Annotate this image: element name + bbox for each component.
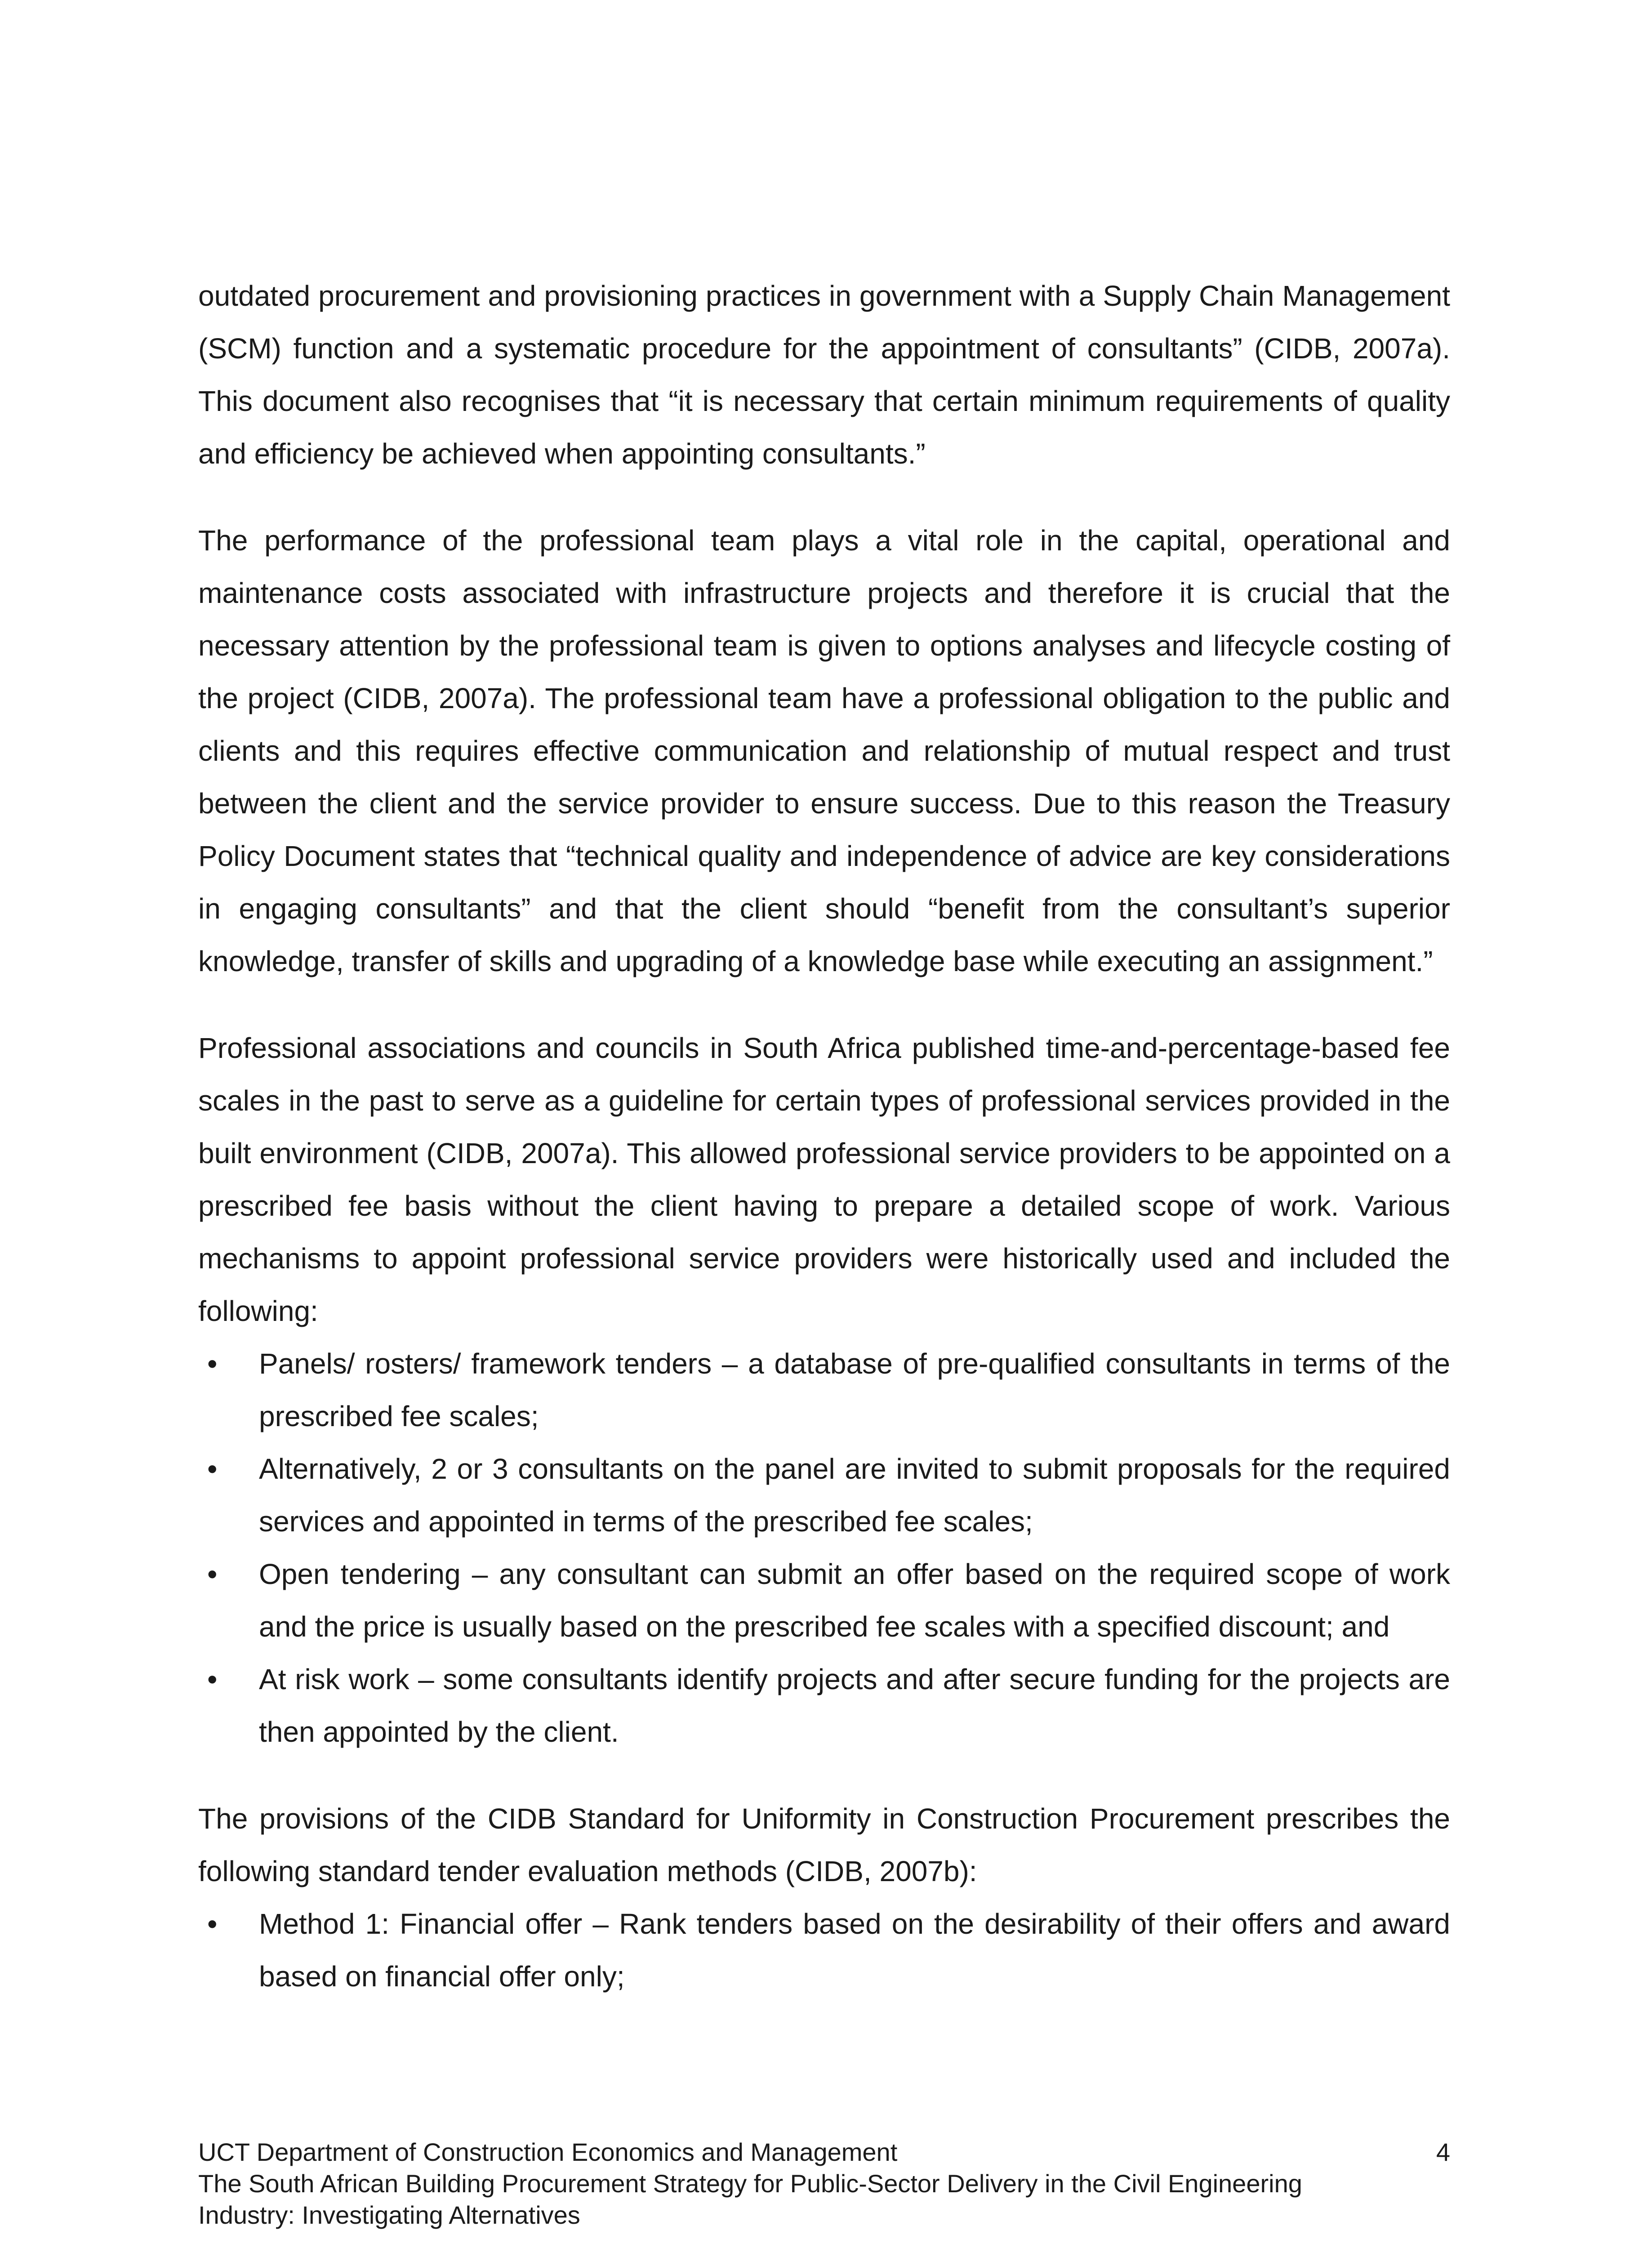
list-item-text: At risk work – some consultants identify projects and after secure funding for the projects are then appointed by the client. <box>259 1663 1450 1748</box>
paragraph-2: The performance of the professional team plays a vital role in the capital, operational and maintenance costs associated with infrastructure projects and therefore it is crucial that the necessary attention by the professional team is given to options analyses and lifecycle costing of the project (CIDB, 2007a). The professional team have a professional obligation to the public and clients and this requires effective communication and relationship of mutual respect and trust between the client and the service provider to ensure success. Due to this reason the Treasury Policy Document states that “technical quality and independence of advice are key considerations in engaging consultants” and that the client should “benefit from the consultant’s superior knowledge, transfer of skills and upgrading of a knowledge base while executing an assignment.” <box>198 524 1450 977</box>
list-item-text: Method 1: Financial offer – Rank tenders based on the desirability of their offers and award based on financial offer only; <box>259 1908 1450 1993</box>
footer-title-line-2: Industry: Investigating Alternatives <box>198 2201 580 2229</box>
list-item <box>198 1898 1450 2003</box>
page-body <box>198 270 1450 2003</box>
bullet-icon: • <box>207 1453 218 1485</box>
list-item <box>198 1338 1450 1443</box>
footer-department: UCT Department of Construction Economics and Management <box>198 2138 898 2166</box>
list-item <box>198 1653 1450 1758</box>
list-item-text: Alternatively, 2 or 3 consultants on the panel are invited to submit proposals for the required services and appointed in terms of the prescribed fee scales; <box>259 1453 1450 1538</box>
list-item <box>198 1443 1450 1548</box>
paragraph-3: Professional associations and councils in South Africa published time-and-percentage-based fee scales in the past to serve as a guideline for certain types of professional services provided in the built environment (CIDB, 2007a). This allowed professional service providers to be appointed on a prescribed fee basis without the client having to prepare a detailed scope of work. Various mechanisms to appoint professional service providers were historically used and included the following: <box>198 1032 1450 1327</box>
paragraph-4: The provisions of the CIDB Standard for Uniformity in Construction Procurement prescribes the following standard tender evaluation methods (CIDB, 2007b): <box>198 1802 1450 1887</box>
evaluation-methods-list <box>198 1898 1450 2003</box>
bullet-icon: • <box>207 1663 218 1695</box>
list-item-text: Panels/ rosters/ framework tenders – a database of pre-qualified consultants in terms of the prescribed fee scales; <box>259 1347 1450 1432</box>
bullet-icon: • <box>207 1347 218 1380</box>
bullet-icon: • <box>207 1558 218 1590</box>
bullet-icon: • <box>207 1908 218 1940</box>
page-number: 4 <box>1436 2138 1450 2166</box>
page-footer <box>198 2136 1450 2231</box>
list-item <box>198 1548 1450 1653</box>
paragraph-1: outdated procurement and provisioning practices in government with a Supply Chain Management (SCM) function and a systematic procedure for the appointment of consultants” (CIDB, 2007a). This document also recognises that “it is necessary that certain minimum requirements of quality and efficiency be achieved when appointing consultants.” <box>198 280 1450 470</box>
appointment-mechanisms-list <box>198 1338 1450 1758</box>
list-item-text: Open tendering – any consultant can submit an offer based on the required scope of work and the price is usually based on the prescribed fee scales with a specified discount; and <box>259 1558 1450 1643</box>
footer-title-line-1: The South African Building Procurement Strategy for Public-Sector Delivery in the Civil Engineering <box>198 2169 1302 2198</box>
